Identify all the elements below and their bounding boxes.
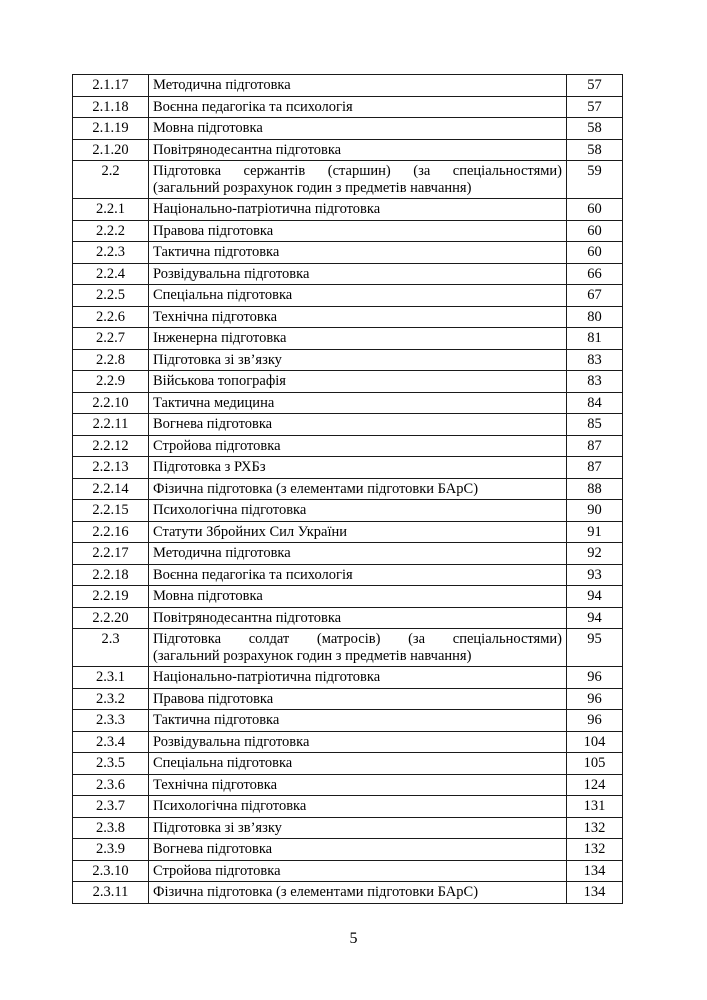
toc-section-title: Підготовка зі зв’язку (149, 817, 567, 839)
toc-section-title: Стройова підготовка (149, 435, 567, 457)
toc-row (73, 478, 623, 500)
toc-section-title: Методична підготовка (149, 543, 567, 565)
toc-section-title: Підготовка з РХБз (149, 457, 567, 479)
toc-section-title: Повітрянодесантна підготовка (149, 607, 567, 629)
page-number: 5 (349, 930, 358, 947)
toc-page-number: 67 (567, 285, 623, 307)
toc-page-number: 59 (567, 161, 623, 199)
toc-section-number: 2.2.1 (73, 199, 149, 221)
toc-section-title: Мовна підготовка (149, 118, 567, 140)
toc-section-number: 2.2.17 (73, 543, 149, 565)
toc-page-number: 134 (567, 860, 623, 882)
toc-section-number: 2.1.20 (73, 139, 149, 161)
toc-page-number: 96 (567, 667, 623, 689)
toc-page-number: 104 (567, 731, 623, 753)
toc-row (73, 242, 623, 264)
toc-row (73, 371, 623, 393)
toc-section-title: Національно-патріотична підготовка (149, 667, 567, 689)
toc-section-number: 2.2.14 (73, 478, 149, 500)
toc-section-title: Правова підготовка (149, 220, 567, 242)
toc-row (73, 263, 623, 285)
toc-row (73, 586, 623, 608)
toc-section-number: 2.3.6 (73, 774, 149, 796)
toc-row (73, 667, 623, 689)
toc-section-title: Повітрянодесантна підготовка (149, 139, 567, 161)
toc-section-title (149, 161, 567, 199)
toc-row (73, 882, 623, 904)
toc-body (73, 75, 623, 904)
toc-page-number: 94 (567, 607, 623, 629)
toc-page-number: 83 (567, 349, 623, 371)
toc-section-number: 2.2.11 (73, 414, 149, 436)
toc-page-number: 96 (567, 688, 623, 710)
toc-page-number: 60 (567, 242, 623, 264)
toc-section-number: 2.3.9 (73, 839, 149, 861)
toc-page-number: 87 (567, 457, 623, 479)
toc-section-number: 2.2.16 (73, 521, 149, 543)
toc-section-title: Правова підготовка (149, 688, 567, 710)
toc-page-number: 124 (567, 774, 623, 796)
toc-row (73, 796, 623, 818)
toc-row (73, 220, 623, 242)
toc-section-number: 2.2.18 (73, 564, 149, 586)
toc-row (73, 349, 623, 371)
toc-page-number: 57 (567, 75, 623, 97)
toc-row (73, 500, 623, 522)
toc-row (73, 731, 623, 753)
toc-page-number: 83 (567, 371, 623, 393)
toc-row (73, 306, 623, 328)
toc-section-title: Національно-патріотична підготовка (149, 199, 567, 221)
toc-section-number: 2.2.3 (73, 242, 149, 264)
toc-row (73, 710, 623, 732)
toc-row (73, 139, 623, 161)
toc-section-number: 2.3.7 (73, 796, 149, 818)
toc-section-title: Вогнева підготовка (149, 839, 567, 861)
toc-row (73, 564, 623, 586)
toc-page-number: 58 (567, 118, 623, 140)
toc-page-number: 94 (567, 586, 623, 608)
toc-page-number: 60 (567, 199, 623, 221)
toc-row (73, 688, 623, 710)
toc-row (73, 285, 623, 307)
toc-section-number: 2.3 (73, 629, 149, 667)
toc-section-title: Розвідувальна підготовка (149, 263, 567, 285)
toc-page-number: 84 (567, 392, 623, 414)
toc-title-line-1: Підготовка солдат (матросів) (за спеціальностями) (153, 631, 562, 647)
toc-page-number: 96 (567, 710, 623, 732)
toc-page-number: 88 (567, 478, 623, 500)
toc-page-number: 131 (567, 796, 623, 818)
toc-section-title: Тактична медицина (149, 392, 567, 414)
toc-row (73, 629, 623, 667)
toc-section-title: Розвідувальна підготовка (149, 731, 567, 753)
toc-section-number: 2.2.9 (73, 371, 149, 393)
toc-section-number: 2.1.17 (73, 75, 149, 97)
toc-page-number: 57 (567, 96, 623, 118)
toc-page-number: 81 (567, 328, 623, 350)
toc-section-title: Технічна підготовка (149, 306, 567, 328)
toc-section-title: Психологічна підготовка (149, 500, 567, 522)
toc-section-title: Інженерна підготовка (149, 328, 567, 350)
toc-page-number: 90 (567, 500, 623, 522)
toc-row (73, 96, 623, 118)
toc-page-number: 132 (567, 839, 623, 861)
toc-section-title: Воєнна педагогіка та психологія (149, 564, 567, 586)
toc-section-number: 2.3.2 (73, 688, 149, 710)
toc-page-number: 87 (567, 435, 623, 457)
toc-row (73, 161, 623, 199)
toc-section-number: 2.3.10 (73, 860, 149, 882)
toc-section-number: 2.2.19 (73, 586, 149, 608)
toc-section-number: 2.2.15 (73, 500, 149, 522)
toc-page-number: 132 (567, 817, 623, 839)
toc-section-number: 2.2.13 (73, 457, 149, 479)
toc-section-title: Воєнна педагогіка та психологія (149, 96, 567, 118)
toc-title-line-1: Підготовка сержантів (старшин) (за спеціальностями) (153, 163, 562, 179)
toc-section-title: Військова топографія (149, 371, 567, 393)
toc-row (73, 817, 623, 839)
toc-row (73, 328, 623, 350)
toc-section-title: Вогнева підготовка (149, 414, 567, 436)
toc-section-number: 2.2 (73, 161, 149, 199)
toc-section-title: Спеціальна підготовка (149, 285, 567, 307)
toc-section-title: Психологічна підготовка (149, 796, 567, 818)
toc-section-title (149, 629, 567, 667)
toc-row (73, 607, 623, 629)
toc-page-number: 105 (567, 753, 623, 775)
toc-page-number: 134 (567, 882, 623, 904)
toc-row (73, 521, 623, 543)
toc-section-title: Технічна підготовка (149, 774, 567, 796)
toc-section-number: 2.2.6 (73, 306, 149, 328)
toc-section-title: Підготовка зі зв’язку (149, 349, 567, 371)
toc-section-title: Стройова підготовка (149, 860, 567, 882)
toc-page-number: 92 (567, 543, 623, 565)
toc-section-number: 2.3.11 (73, 882, 149, 904)
toc-section-number: 2.1.19 (73, 118, 149, 140)
toc-section-number: 2.2.7 (73, 328, 149, 350)
toc-row (73, 199, 623, 221)
table-of-contents (72, 74, 623, 904)
toc-page-number: 93 (567, 564, 623, 586)
toc-title-line-2: (загальний розрахунок годин з предметів навчання) (153, 180, 472, 196)
toc-section-number: 2.3.4 (73, 731, 149, 753)
toc-page-number: 95 (567, 629, 623, 667)
toc-section-number: 2.3.1 (73, 667, 149, 689)
toc-section-number: 2.2.8 (73, 349, 149, 371)
toc-row (73, 839, 623, 861)
toc-section-number: 2.2.10 (73, 392, 149, 414)
toc-section-title: Фізична підготовка (з елементами підготовки БАрС) (149, 882, 567, 904)
toc-section-title: Мовна підготовка (149, 586, 567, 608)
toc-section-number: 2.3.8 (73, 817, 149, 839)
toc-section-title: Тактична підготовка (149, 710, 567, 732)
toc-section-title: Спеціальна підготовка (149, 753, 567, 775)
toc-page-number: 80 (567, 306, 623, 328)
toc-page-number: 85 (567, 414, 623, 436)
toc-row (73, 414, 623, 436)
toc-row (73, 435, 623, 457)
toc-section-number: 2.2.5 (73, 285, 149, 307)
toc-section-number: 2.2.20 (73, 607, 149, 629)
toc-section-title: Тактична підготовка (149, 242, 567, 264)
toc-row (73, 860, 623, 882)
toc-section-number: 2.3.3 (73, 710, 149, 732)
toc-section-title: Статути Збройних Сил України (149, 521, 567, 543)
toc-title-line-2: (загальний розрахунок годин з предметів навчання) (153, 648, 472, 664)
toc-page-number: 66 (567, 263, 623, 285)
toc-page-number: 91 (567, 521, 623, 543)
toc-row (73, 75, 623, 97)
toc-section-number: 2.2.4 (73, 263, 149, 285)
toc-section-title: Методична підготовка (149, 75, 567, 97)
toc-section-number: 2.2.12 (73, 435, 149, 457)
toc-row (73, 457, 623, 479)
toc-page-number: 60 (567, 220, 623, 242)
toc-section-number: 2.2.2 (73, 220, 149, 242)
toc-section-number: 2.1.18 (73, 96, 149, 118)
toc-section-title: Фізична підготовка (з елементами підготовки БАрС) (149, 478, 567, 500)
toc-row (73, 774, 623, 796)
toc-row (73, 543, 623, 565)
toc-row (73, 118, 623, 140)
toc-row (73, 392, 623, 414)
toc-page-number: 58 (567, 139, 623, 161)
toc-row (73, 753, 623, 775)
toc-section-number: 2.3.5 (73, 753, 149, 775)
